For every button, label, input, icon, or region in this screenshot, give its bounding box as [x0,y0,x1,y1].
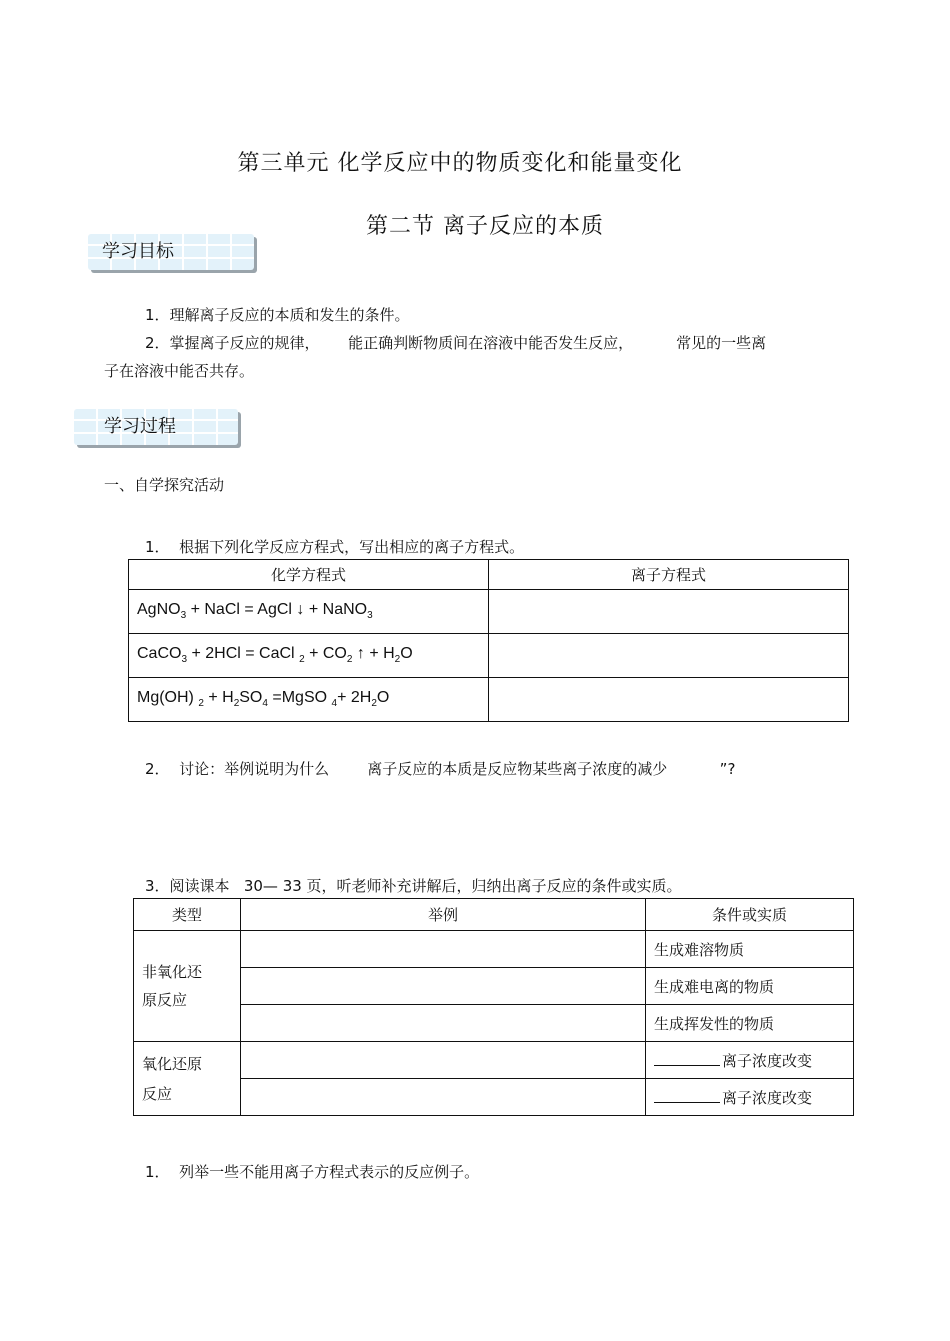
example-cell-2[interactable] [241,968,646,1005]
equation-table-header [129,560,849,590]
example-cell-3[interactable] [241,1005,646,1042]
condition-cell-2: 生成难电离的物质 [646,968,854,1005]
header-ionic-equation: 离子方程式 [489,560,849,590]
section-title: 第二节 离子反应的本质 [366,214,604,239]
table-row [134,1042,854,1079]
condition-cell-1: 生成难溶物质 [646,931,854,968]
question-4: 1． 列举一些不能用离子方程式表示的反应例子。 [145,1163,480,1181]
table-row [134,931,854,968]
question-2: 2． 讨论：举例说明为什么 离子反应的本质是反应物某些离子浓度的减少 ”? [145,760,736,778]
table-row [134,968,854,1005]
reaction-condition-table [133,898,854,1116]
table-row [129,590,849,634]
condition-cell-5: 离子浓度改变 [646,1079,854,1116]
example-cell-4[interactable] [241,1042,646,1079]
table-row [134,1005,854,1042]
type-redox: 氧化还原 反应 [134,1042,241,1116]
chemical-equation-2: CaCO$_3$ + 2HCl = CaCl $_2 + CO_2$ ↑ + $H_2O$ [129,634,489,678]
condition-cell-4: 离子浓度改变 [646,1042,854,1079]
equation-table [128,559,849,722]
ionic-equation-cell-2[interactable] [489,634,849,678]
goal-item-2-line-2: 子在溶液中能否共存。 [104,362,255,380]
fill-blank[interactable] [654,1090,720,1103]
header-type: 类型 [134,899,241,931]
ionic-equation-cell-1[interactable] [489,590,849,634]
condition-cell-3: 生成挥发性的物质 [646,1005,854,1042]
question-1: 1． 根据下列化学反应方程式，写出相应的离子方程式。 [145,538,525,556]
part-1-heading: 一、自学探究活动 [104,476,225,494]
example-cell-5[interactable] [241,1079,646,1116]
table-row [129,678,849,722]
header-condition: 条件或实质 [646,899,854,931]
goals-banner-label: 学习目标 [102,241,174,262]
goal-item-2-line-1: 2．掌握离子反应的规律， 能正确判断物质间在溶液中能否发生反应， 常见的一些离 [145,334,767,352]
fill-blank[interactable] [654,1053,720,1066]
header-example: 举例 [241,899,646,931]
goals-banner [88,234,254,270]
chemical-equation-3: Mg(OH) $_2 + H_2SO_4$ =MgSO $_4+ 2H_2O$ [129,678,489,722]
question-3: 3．阅读课本 30— 33 页，听老师补充讲解后，归纳出离子反应的条件或实质。 [145,877,682,895]
goal-item-1: 1．理解离子反应的本质和发生的条件。 [145,306,410,324]
process-banner-label: 学习过程 [104,416,176,437]
table-row [129,634,849,678]
header-chemical-equation: 化学方程式 [129,560,489,590]
example-cell-1[interactable] [241,931,646,968]
type-non-redox: 非氧化还 原反应 [134,931,241,1042]
condition-table-header [134,899,854,931]
process-banner [74,409,238,445]
unit-title: 第三单元 化学反应中的物质变化和能量变化 [237,151,683,176]
table-row [134,1079,854,1116]
ionic-equation-cell-3[interactable] [489,678,849,722]
chemical-equation-1: AgNO$_3$ + NaCl = AgCl ↓ + NaNO$_3$ [129,590,489,634]
